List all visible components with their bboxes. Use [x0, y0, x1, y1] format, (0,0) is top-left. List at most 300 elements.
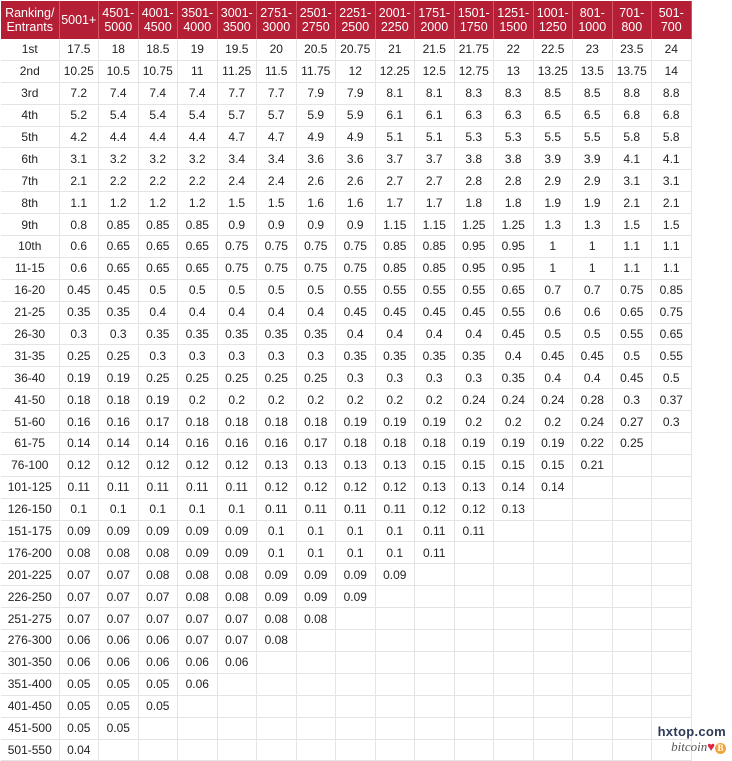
payout-cell: 0.07 — [99, 586, 139, 608]
payout-cell: 0.14 — [59, 433, 99, 455]
payout-cell: 0.13 — [336, 454, 376, 476]
payout-cell: 0.12 — [217, 454, 257, 476]
column-header-line: 3000 — [262, 20, 291, 34]
payout-cell — [573, 651, 613, 673]
payout-cell — [257, 717, 297, 739]
payout-cell: 0.3 — [138, 345, 178, 367]
payout-cell: 0.45 — [612, 367, 652, 389]
payout-cell: 0.08 — [138, 564, 178, 586]
payout-cell: 3.9 — [573, 148, 613, 170]
header-row — [1, 1, 691, 39]
payout-cell: 0.08 — [178, 586, 218, 608]
payout-cell: 3.1 — [612, 170, 652, 192]
payout-cell: 5.7 — [217, 104, 257, 126]
payout-cell: 0.11 — [415, 520, 455, 542]
payout-cell: 6.3 — [494, 104, 534, 126]
payout-cell — [533, 630, 573, 652]
payout-cell: 0.95 — [454, 257, 494, 279]
payout-cell — [533, 673, 573, 695]
payout-cell: 0.05 — [99, 695, 139, 717]
column-header — [533, 1, 573, 39]
payout-cell: 3.6 — [336, 148, 376, 170]
table-row — [1, 411, 691, 433]
table-row — [1, 695, 691, 717]
payout-cell: 6.1 — [415, 104, 455, 126]
payout-cell — [652, 433, 692, 455]
table-row — [1, 170, 691, 192]
payout-cell: 4.4 — [178, 126, 218, 148]
payout-cell: 1.2 — [99, 192, 139, 214]
payout-cell: 13.25 — [533, 60, 573, 82]
payout-cell: 0.12 — [415, 498, 455, 520]
column-header-line: 4000 — [183, 20, 212, 34]
payout-cell: 2.8 — [494, 170, 534, 192]
payout-cell: 0.1 — [59, 498, 99, 520]
payout-cell: 22 — [494, 39, 534, 60]
payout-cell: 7.4 — [178, 82, 218, 104]
payout-cell — [296, 695, 336, 717]
payout-cell: 0.3 — [454, 367, 494, 389]
payout-cell — [336, 739, 376, 761]
payout-cell: 0.11 — [59, 476, 99, 498]
table-row — [1, 608, 691, 630]
payout-cell: 1.1 — [652, 257, 692, 279]
payout-cell: 0.35 — [454, 345, 494, 367]
payout-cell: 0.65 — [652, 323, 692, 345]
payout-cell: 0.75 — [217, 236, 257, 258]
payout-cell — [454, 673, 494, 695]
payout-cell: 0.13 — [415, 476, 455, 498]
payout-cell: 2.1 — [612, 192, 652, 214]
payout-cell: 0.5 — [612, 345, 652, 367]
payout-cell: 2.6 — [296, 170, 336, 192]
payout-cell: 8.1 — [415, 82, 455, 104]
payout-cell — [573, 520, 613, 542]
payout-cell: 3.2 — [138, 148, 178, 170]
column-header — [99, 1, 139, 39]
payout-cell: 5.8 — [612, 126, 652, 148]
payout-cell: 8.8 — [652, 82, 692, 104]
payout-cell — [178, 695, 218, 717]
column-header-line: 4500 — [143, 20, 172, 34]
payout-cell: 2.2 — [178, 170, 218, 192]
payout-cell: 0.08 — [99, 542, 139, 564]
column-header-line: 2751- — [260, 6, 293, 20]
column-header-line: 2251- — [339, 6, 372, 20]
payout-cell — [375, 651, 415, 673]
payout-cell: 0.75 — [257, 257, 297, 279]
payout-cell: 0.12 — [178, 454, 218, 476]
payout-cell: 0.35 — [59, 301, 99, 323]
payout-cell: 0.75 — [296, 257, 336, 279]
payout-cell: 0.25 — [178, 367, 218, 389]
payout-cell: 23.5 — [612, 39, 652, 60]
table-row — [1, 542, 691, 564]
payout-cell — [573, 695, 613, 717]
payout-cell: 1.9 — [573, 192, 613, 214]
payout-cell: 0.06 — [217, 651, 257, 673]
payout-cell: 18.5 — [138, 39, 178, 60]
payout-cell: 0.4 — [138, 301, 178, 323]
payout-cell: 0.06 — [138, 651, 178, 673]
payout-cell: 6.5 — [573, 104, 613, 126]
payout-cell: 19.5 — [217, 39, 257, 60]
payout-cell: 3.4 — [257, 148, 297, 170]
payout-cell — [296, 739, 336, 761]
payout-cell: 0.2 — [494, 411, 534, 433]
table-row — [1, 82, 691, 104]
payout-cell — [652, 520, 692, 542]
payout-cell: 0.65 — [99, 257, 139, 279]
payout-cell: 4.2 — [59, 126, 99, 148]
rank-cell: 401-450 — [1, 695, 59, 717]
payout-cell — [454, 651, 494, 673]
payout-cell — [573, 586, 613, 608]
payout-cell: 19 — [178, 39, 218, 60]
payout-cell: 2.2 — [99, 170, 139, 192]
payout-cell: 0.11 — [178, 476, 218, 498]
payout-cell: 10.25 — [59, 60, 99, 82]
table-body — [1, 39, 691, 761]
payout-cell: 0.45 — [454, 301, 494, 323]
payout-cell: 0.16 — [217, 433, 257, 455]
payout-cell — [612, 695, 652, 717]
payout-cell: 0.95 — [454, 236, 494, 258]
rank-cell: 7th — [1, 170, 59, 192]
payout-cell — [573, 739, 613, 761]
payout-cell: 1.3 — [573, 214, 613, 236]
rank-cell: 1st — [1, 39, 59, 60]
payout-cell — [494, 630, 534, 652]
payout-cell: 0.09 — [178, 542, 218, 564]
payout-cell: 0.05 — [99, 673, 139, 695]
payout-cell — [375, 630, 415, 652]
payout-cell: 0.65 — [178, 257, 218, 279]
payout-cell: 0.17 — [296, 433, 336, 455]
bitcoin-icon: B — [715, 743, 726, 754]
column-header — [454, 1, 494, 39]
payout-cell: 1.7 — [415, 192, 455, 214]
payout-cell — [494, 651, 534, 673]
payout-cell: 0.35 — [494, 367, 534, 389]
payout-cell: 17.5 — [59, 39, 99, 60]
payout-cell: 0.2 — [375, 389, 415, 411]
payout-cell: 0.12 — [257, 476, 297, 498]
payout-cell: 0.09 — [217, 520, 257, 542]
payout-cell: 0.5 — [138, 279, 178, 301]
rank-cell: 251-275 — [1, 608, 59, 630]
payout-cell — [296, 673, 336, 695]
payout-cell: 0.9 — [257, 214, 297, 236]
payout-cell: 0.65 — [99, 236, 139, 258]
payout-cell — [612, 739, 652, 761]
payout-cell — [652, 695, 692, 717]
column-header-line: 2500 — [341, 20, 370, 34]
payout-cell — [533, 739, 573, 761]
payout-cell: 21 — [375, 39, 415, 60]
payout-cell — [454, 717, 494, 739]
column-header — [612, 1, 652, 39]
payout-cell: 0.05 — [138, 695, 178, 717]
payout-cell: 0.5 — [178, 279, 218, 301]
payout-cell — [612, 586, 652, 608]
payout-cell — [652, 586, 692, 608]
rank-cell: 9th — [1, 214, 59, 236]
column-header-line: 1501- — [457, 6, 490, 20]
payout-cell: 0.18 — [336, 433, 376, 455]
column-header-line: 2250 — [380, 20, 409, 34]
payout-cell: 0.85 — [178, 214, 218, 236]
rank-cell: 61-75 — [1, 433, 59, 455]
payout-cell: 0.15 — [454, 454, 494, 476]
payout-cell: 2.6 — [336, 170, 376, 192]
payout-cell: 0.95 — [494, 257, 534, 279]
payout-cell: 0.25 — [612, 433, 652, 455]
watermark-brand: bitcoin — [671, 739, 708, 754]
payout-cell — [217, 717, 257, 739]
payout-cell: 0.1 — [296, 520, 336, 542]
column-header-line: 1751- — [418, 6, 451, 20]
payout-cell: 2.4 — [257, 170, 297, 192]
table-row — [1, 345, 691, 367]
payout-cell: 0.5 — [533, 323, 573, 345]
payout-cell: 0.13 — [454, 476, 494, 498]
payout-cell: 0.13 — [296, 454, 336, 476]
payout-cell — [612, 476, 652, 498]
payout-cell: 0.12 — [336, 476, 376, 498]
payout-cell: 0.1 — [257, 542, 297, 564]
payout-cell: 0.85 — [375, 257, 415, 279]
table-row — [1, 148, 691, 170]
payout-cell: 5.1 — [415, 126, 455, 148]
payout-cell: 0.16 — [59, 411, 99, 433]
payout-cell: 0.05 — [59, 717, 99, 739]
rank-cell: 276-300 — [1, 630, 59, 652]
payout-cell: 0.18 — [99, 389, 139, 411]
payout-cell: 0.07 — [138, 608, 178, 630]
payout-cell: 0.55 — [375, 279, 415, 301]
payout-cell: 0.65 — [494, 279, 534, 301]
payout-cell — [494, 673, 534, 695]
payout-cell: 0.35 — [336, 345, 376, 367]
heart-icon: ♥ — [707, 739, 715, 754]
payout-cell: 0.05 — [59, 673, 99, 695]
payout-cell — [612, 498, 652, 520]
payout-cell: 0.06 — [178, 673, 218, 695]
payout-cell: 2.7 — [415, 170, 455, 192]
payout-cell: 6.1 — [375, 104, 415, 126]
column-header — [59, 1, 99, 39]
payout-cell: 1.1 — [59, 192, 99, 214]
payout-cell — [454, 542, 494, 564]
payout-cell: 5.4 — [99, 104, 139, 126]
payout-cell: 0.14 — [494, 476, 534, 498]
payout-cell: 0.25 — [59, 345, 99, 367]
payout-cell — [573, 673, 613, 695]
payout-cell: 0.06 — [138, 630, 178, 652]
payout-cell: 0.65 — [178, 236, 218, 258]
payout-cell: 1.25 — [494, 214, 534, 236]
payout-cell — [296, 717, 336, 739]
payout-cell: 0.07 — [99, 564, 139, 586]
table-row — [1, 126, 691, 148]
payout-cell: 0.24 — [533, 389, 573, 411]
payout-cell: 0.3 — [178, 345, 218, 367]
payout-cell: 0.3 — [652, 411, 692, 433]
payout-cell — [336, 717, 376, 739]
payout-cell — [336, 695, 376, 717]
payout-cell — [138, 739, 178, 761]
payout-cell: 0.18 — [415, 433, 455, 455]
payout-cell — [296, 651, 336, 673]
payout-cell: 1.6 — [336, 192, 376, 214]
payout-cell: 0.1 — [375, 542, 415, 564]
column-header — [652, 1, 692, 39]
payout-cell: 0.21 — [573, 454, 613, 476]
payout-cell — [336, 673, 376, 695]
payout-cell: 0.09 — [257, 564, 297, 586]
payout-cell — [494, 608, 534, 630]
payout-cell: 0.12 — [99, 454, 139, 476]
payout-cell: 0.6 — [533, 301, 573, 323]
payout-cell: 0.06 — [59, 651, 99, 673]
payout-cell: 1 — [533, 257, 573, 279]
payout-cell: 0.75 — [217, 257, 257, 279]
payout-cell — [336, 651, 376, 673]
payout-cell — [573, 630, 613, 652]
payout-cell: 0.12 — [59, 454, 99, 476]
payout-cell: 0.05 — [59, 695, 99, 717]
payout-cell: 3.1 — [652, 170, 692, 192]
payout-cell: 0.65 — [138, 257, 178, 279]
payout-cell — [612, 630, 652, 652]
payout-cell: 8.5 — [573, 82, 613, 104]
payout-cell: 0.55 — [494, 301, 534, 323]
payout-cell — [652, 498, 692, 520]
table-row — [1, 389, 691, 411]
payout-cell: 0.13 — [494, 498, 534, 520]
payout-cell: 0.25 — [217, 367, 257, 389]
payout-cell: 0.4 — [217, 301, 257, 323]
payout-cell: 0.09 — [178, 520, 218, 542]
column-header — [296, 1, 336, 39]
payout-cell — [612, 673, 652, 695]
payout-cell: 11.75 — [296, 60, 336, 82]
payout-cell: 0.9 — [217, 214, 257, 236]
table-row — [1, 717, 691, 739]
payout-cell: 0.35 — [217, 323, 257, 345]
rank-cell: 16-20 — [1, 279, 59, 301]
payout-cell: 3.7 — [415, 148, 455, 170]
payout-cell: 7.9 — [296, 82, 336, 104]
payout-cell — [612, 542, 652, 564]
payout-cell: 0.09 — [296, 564, 336, 586]
payout-cell: 1.15 — [415, 214, 455, 236]
payout-cell: 0.14 — [99, 433, 139, 455]
payout-cell — [652, 630, 692, 652]
payout-cell: 7.7 — [257, 82, 297, 104]
rank-cell: 4th — [1, 104, 59, 126]
table-row — [1, 104, 691, 126]
payout-cell: 0.19 — [415, 411, 455, 433]
payout-cell — [652, 673, 692, 695]
payout-cell: 0.07 — [59, 608, 99, 630]
corner-header-line2: Entrants — [6, 20, 54, 34]
payout-cell — [257, 673, 297, 695]
payout-cell: 0.2 — [217, 389, 257, 411]
payout-cell — [217, 739, 257, 761]
rank-cell: 41-50 — [1, 389, 59, 411]
payout-cell — [99, 739, 139, 761]
payout-cell: 2.8 — [454, 170, 494, 192]
payout-cell — [415, 673, 455, 695]
payout-cell: 4.1 — [652, 148, 692, 170]
payout-cell — [494, 520, 534, 542]
payout-cell: 0.25 — [99, 345, 139, 367]
payout-cell: 13 — [494, 60, 534, 82]
table-row — [1, 651, 691, 673]
payout-cell: 12 — [336, 60, 376, 82]
payout-cell: 1.1 — [652, 236, 692, 258]
payout-cell: 3.6 — [296, 148, 336, 170]
payout-cell: 0.75 — [652, 301, 692, 323]
column-header-line: 2001- — [378, 6, 411, 20]
payout-cell — [336, 608, 376, 630]
table-row — [1, 236, 691, 258]
payout-cell — [217, 673, 257, 695]
payout-cell: 8.1 — [375, 82, 415, 104]
column-header-line: 1001- — [536, 6, 569, 20]
payout-cell: 12.5 — [415, 60, 455, 82]
payout-cell: 20 — [257, 39, 297, 60]
payout-cell — [375, 586, 415, 608]
payout-cell: 7.9 — [336, 82, 376, 104]
payout-cell: 0.6 — [573, 301, 613, 323]
payout-cell: 0.09 — [375, 564, 415, 586]
payout-cell: 0.3 — [217, 345, 257, 367]
payout-cell: 0.35 — [99, 301, 139, 323]
payout-cell — [494, 542, 534, 564]
payout-cell: 0.13 — [375, 454, 415, 476]
column-header — [415, 1, 455, 39]
payout-cell — [336, 630, 376, 652]
rank-cell: 101-125 — [1, 476, 59, 498]
payout-cell: 0.12 — [138, 454, 178, 476]
payout-cell — [573, 608, 613, 630]
payout-cell: 3.4 — [217, 148, 257, 170]
payout-cell: 18 — [99, 39, 139, 60]
payout-cell: 1.1 — [612, 257, 652, 279]
payout-cell — [612, 564, 652, 586]
payout-cell — [573, 476, 613, 498]
payout-cell — [494, 586, 534, 608]
payout-cell: 0.95 — [494, 236, 534, 258]
payout-cell: 0.2 — [178, 389, 218, 411]
payout-cell: 0.16 — [257, 433, 297, 455]
payout-cell: 0.09 — [217, 542, 257, 564]
payout-cell: 0.5 — [217, 279, 257, 301]
payout-cell: 0.18 — [375, 433, 415, 455]
payout-cell: 0.85 — [415, 236, 455, 258]
corner-header — [1, 1, 59, 39]
column-header-line: 501- — [658, 6, 684, 20]
payout-cell: 0.37 — [652, 389, 692, 411]
payout-cell: 4.9 — [336, 126, 376, 148]
payout-cell: 0.09 — [336, 564, 376, 586]
table-row — [1, 630, 691, 652]
payout-cell: 0.1 — [375, 520, 415, 542]
payout-cell: 0.24 — [454, 389, 494, 411]
